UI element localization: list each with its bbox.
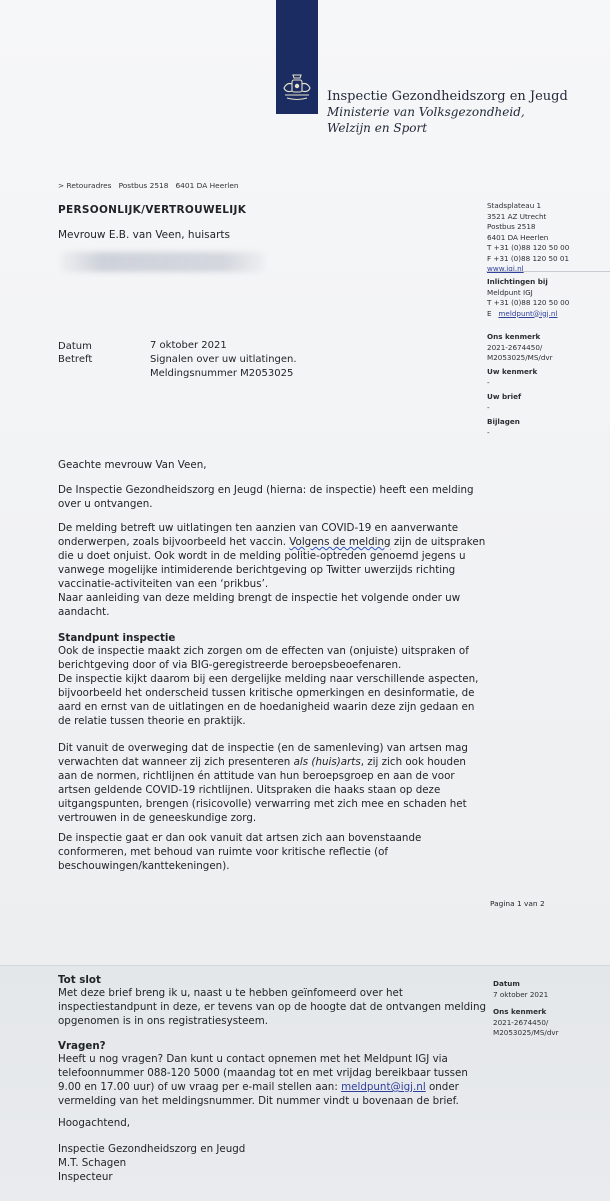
page2-sidebar — [493, 979, 559, 1039]
highlighted-text: Volgens de melding — [289, 536, 391, 548]
coat-of-arms-icon — [279, 72, 315, 102]
paragraph-4 — [58, 741, 568, 825]
redacted-address — [60, 252, 265, 272]
text-line: opgenomen is in ons registratiesysteem. — [58, 1015, 269, 1027]
text-line — [58, 535, 568, 549]
text-segment: zijn de uitspraken — [393, 536, 486, 548]
text-line: Met deze brief breng ik u, naast u te hebben geïnfomeerd over het — [58, 987, 403, 999]
text-line: Ook de inspectie maakt zich zorgen om de effecten van (onjuiste) uitspraken of — [58, 645, 469, 657]
text-line: Naar aanleiding van deze melding brengt de inspectie het volgende onder uw — [58, 592, 461, 604]
website-link[interactable]: www.igj.nl — [487, 264, 524, 273]
text-line: de relatie tussen theorie en praktijk. — [58, 715, 246, 727]
fax-line: F +31 (0)88 120 50 01 — [487, 253, 570, 263]
melding-number: Meldingsnummer M2053025 — [150, 368, 294, 379]
text-line: bijvoorbeeld het onderscheid tussen kritische opmerkingen en desinformatie, de — [58, 687, 475, 699]
text-line: vanwege mogelijke intimiderende berichtgeving op Twitter uwerzijds richting — [58, 564, 456, 576]
closing: Hoogachtend, — [58, 1117, 131, 1129]
paragraph-tot-slot — [58, 986, 568, 1028]
text-line: aan de normen, richtlijnen én attitude van hun beroepsgroep en aan de voor — [58, 770, 455, 782]
datum-label: Datum — [58, 341, 92, 352]
paragraph-1 — [58, 483, 568, 511]
paragraph-2 — [58, 521, 568, 619]
address-line: 6401 DA Heerlen — [487, 232, 549, 242]
ons-kenmerk-value: 2021-2674450/ — [487, 342, 543, 352]
side-kenmerk-value: 2021-2674450/ — [493, 1017, 549, 1027]
ministry-line-1: Ministerie van Volksgezondheid, — [327, 105, 525, 119]
uw-brief-label: Uw brief — [487, 392, 522, 401]
uw-brief-value: - — [487, 402, 490, 412]
datum-value: 7 oktober 2021 — [150, 340, 227, 351]
text-line — [58, 1080, 568, 1094]
bijlagen-block — [487, 417, 520, 438]
betreft-label: Betreft — [58, 354, 93, 365]
uw-kenmerk-block — [487, 367, 537, 388]
text-segment: onder — [428, 1081, 459, 1093]
text-line: aandacht. — [58, 606, 110, 618]
signature-name: M.T. Schagen — [58, 1157, 127, 1169]
betreft-value: Signalen over uw uitlatingen. — [150, 354, 297, 365]
heading-vragen: Vragen? — [58, 1040, 106, 1052]
italic-text: als (huis)arts — [293, 756, 361, 768]
text-line: vermelding van het meldingsnummer. Dit nummer vindt u bovenaan de brief. — [58, 1095, 459, 1107]
text-segment: verwachten dat wanneer zij zich presenteren — [58, 756, 291, 768]
paragraph-3 — [58, 644, 568, 728]
paragraph-5 — [58, 831, 568, 873]
text-line: De melding betreft uw uitlatingen ten aanzien van COVID-19 en aanverwante — [58, 522, 459, 534]
text-line: inspectiestandpunt in deze, er tevens van op de hoogte dat de ontvangen melding — [58, 1001, 487, 1013]
letter-page-2 — [0, 965, 610, 1201]
side-kenmerk-value: M2053025/MS/dvr — [493, 1028, 559, 1037]
text-line: uitgangspunten, brengen (risicovolle) verwarring met zich mee en schaden het — [58, 798, 467, 810]
ministry-name — [327, 104, 567, 136]
paragraph-vragen — [58, 1052, 568, 1108]
heading-tot-slot: Tot slot — [58, 974, 101, 986]
text-line: over u ontvangen. — [58, 498, 153, 510]
divider — [486, 271, 610, 272]
text-line: vertrouwen in de geneeskundige zorg. — [58, 812, 257, 824]
confidential-label: PERSOONLIJK/VERTROUWELIJK — [58, 204, 247, 216]
side-kenmerk-label: Ons kenmerk — [493, 1007, 547, 1016]
ons-kenmerk-label: Ons kenmerk — [487, 332, 541, 341]
side-datum-label: Datum — [493, 979, 520, 988]
text-line: berichtgeving door of via BIG-geregistreerde beroepsbeoefenaren. — [58, 659, 402, 671]
uw-kenmerk-label: Uw kenmerk — [487, 367, 538, 376]
signature-block — [58, 1142, 568, 1184]
text-line: De inspectie kijkt daarom bij een dergelijke melding naar verschillende aspecten, — [58, 673, 479, 685]
letter-meta-values — [150, 339, 297, 381]
email-prefix: E — [487, 308, 492, 318]
page-number: Pagina 1 van 2 — [490, 899, 545, 908]
text-segment: 9.00 en 17.00 uur) of uw vraag per e-mail stellen aan: — [58, 1081, 338, 1093]
text-line: Dit vanuit de overweging dat de inspectie (en de samenleving) van artsen mag — [58, 742, 468, 754]
side-datum-value: 7 oktober 2021 — [493, 989, 549, 999]
phone-line: T +31 (0)88 120 50 00 — [487, 243, 570, 252]
info-email-link[interactable]: meldpunt@igj.nl — [498, 308, 558, 318]
info-block — [487, 277, 569, 319]
text-line: die u doet onjuist. Ook wordt in de melding politie-optreden genoemd jegens u — [58, 550, 466, 562]
ons-kenmerk-value: M2053025/MS/dvr — [487, 353, 553, 362]
signature-org: Inspectie Gezondheidszorg en Jeugd — [58, 1143, 246, 1155]
address-line: 3521 AZ Utrecht — [487, 211, 547, 221]
text-segment: onderwerpen, zoals bijvoorbeeld het vaccin. — [58, 536, 286, 548]
text-segment: , zij zich ook houden — [360, 756, 466, 768]
reference-block — [487, 332, 553, 364]
text-line: telefoonnummer 088-120 5000 (maandag tot en met vrijdag bereikbaar tussen — [58, 1067, 468, 1079]
address-line: Stadsplateau 1 — [487, 201, 542, 210]
heading-standpunt: Standpunt inspectie — [58, 632, 176, 644]
email-link[interactable]: meldpunt@igj.nl — [341, 1081, 426, 1093]
text-line: vaccinatie-activiteiten van een ‘prikbus’. — [58, 578, 269, 590]
logo-bar — [276, 0, 318, 114]
ministry-line-2: Welzijn en Sport — [327, 121, 428, 135]
info-title: Inlichtingen bij — [487, 277, 548, 286]
org-name: Inspectie Gezondheidszorg en Jeugd — [327, 89, 568, 104]
sender-address — [487, 201, 569, 275]
uw-kenmerk-value: - — [487, 377, 490, 387]
salutation: Geachte mevrouw Van Veen, — [58, 459, 207, 471]
text-line: conformeren, met behoud van ruimte voor kritische reflectie (of — [58, 846, 389, 858]
text-line — [58, 755, 568, 769]
text-line: artsen geldende COVID-19 richtlijnen. Uitspraken die haaks staan op deze — [58, 784, 441, 796]
text-line: De Inspectie Gezondheidszorg en Jeugd (hierna: de inspectie) heeft een melding — [58, 484, 474, 496]
info-phone: T +31 (0)88 120 50 00 — [487, 298, 570, 307]
text-line: beschouwingen/kanttekeningen). — [58, 860, 230, 872]
uw-brief-block — [487, 392, 521, 413]
text-line: aard en ernst van de uitlatingen en de hoedanigheid waarin deze zijn gedaan en — [58, 701, 475, 713]
bijlagen-label: Bijlagen — [487, 417, 520, 426]
addressee: Mevrouw E.B. van Veen, huisarts — [58, 229, 230, 241]
return-address: > Retouradres Postbus 2518 6401 DA Heerlen — [58, 181, 239, 190]
address-line: Postbus 2518 — [487, 222, 536, 231]
bijlagen-value: - — [487, 427, 490, 437]
text-line: De inspectie gaat er dan ook vanuit dat artsen zich aan bovenstaande — [58, 832, 422, 844]
info-name: Meldpunt IGJ — [487, 287, 533, 297]
signature-title: Inspecteur — [58, 1171, 113, 1183]
text-line: Heeft u nog vragen? Dan kunt u contact opnemen met het Meldpunt IGJ via — [58, 1053, 448, 1065]
